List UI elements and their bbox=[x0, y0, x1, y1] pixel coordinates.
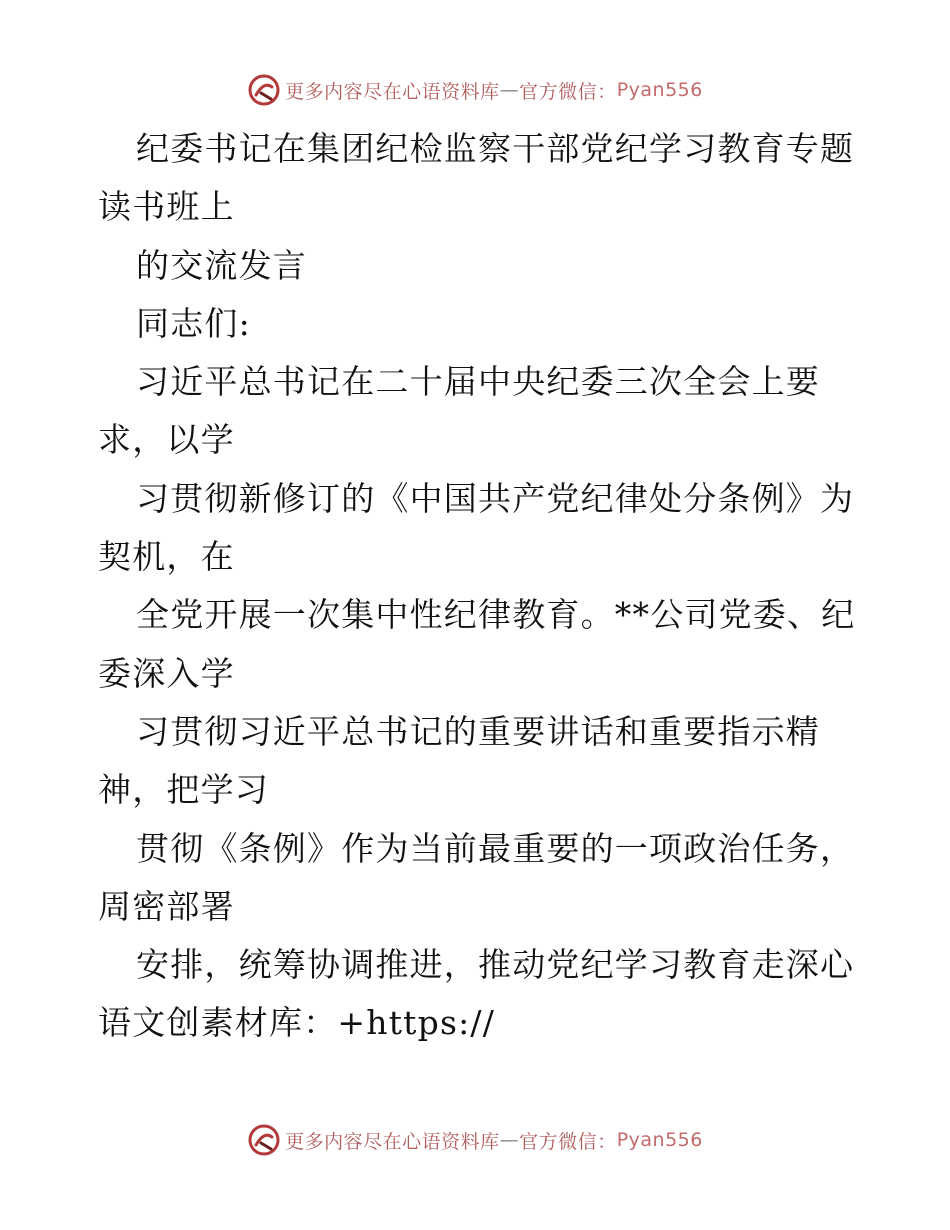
doc-paragraph-line: 契机，在 bbox=[98, 537, 235, 577]
watermark-separator: — bbox=[499, 1129, 520, 1151]
doc-paragraph-line: 习贯彻习近平总书记的重要讲话和重要指示精 bbox=[136, 711, 820, 751]
doc-paragraph-line: 语文创素材库：+https:// bbox=[98, 1003, 496, 1043]
header-watermark bbox=[0, 70, 950, 110]
stamp-logo-icon bbox=[247, 1123, 281, 1157]
stamp-logo-icon bbox=[247, 73, 281, 107]
watermark-channel-label: 官方微信： bbox=[519, 1130, 617, 1153]
watermark-brand: 更多内容尽在心语资料库 bbox=[285, 80, 500, 103]
doc-paragraph-line: 全党开展一次集中性纪律教育。**公司党委、纪 bbox=[136, 595, 856, 635]
watermark-channel-id: Pyan556 bbox=[616, 1129, 703, 1151]
doc-paragraph-line: 周密部署 bbox=[98, 886, 235, 926]
doc-paragraph-line: 习贯彻新修订的《中国共产党纪律处分条例》为 bbox=[136, 478, 855, 518]
doc-title-line-1: 纪委书记在集团纪检监察干部党纪学习教育专题 bbox=[136, 129, 855, 168]
watermark-brand: 更多内容尽在心语资料库 bbox=[285, 1130, 500, 1153]
doc-paragraph-line: 习近平总书记在二十届中央纪委三次全会上要 bbox=[136, 362, 820, 402]
doc-paragraph-line: 神，把学习 bbox=[98, 770, 269, 810]
doc-title-line-3: 的交流发言 bbox=[136, 245, 307, 285]
doc-paragraph-line: 委深入学 bbox=[98, 653, 235, 693]
watermark-channel-id: Pyan556 bbox=[616, 79, 703, 101]
footer-watermark bbox=[0, 1120, 950, 1160]
watermark-separator: — bbox=[499, 79, 520, 101]
doc-paragraph-line: 贯彻《条例》作为当前最重要的一项政治任务， bbox=[136, 828, 855, 868]
doc-title-line-2: 读书班上 bbox=[98, 187, 235, 227]
watermark-channel-label: 官方微信： bbox=[519, 80, 617, 103]
doc-paragraph-line: 安排，统筹协调推进，推动党纪学习教育走深心 bbox=[136, 945, 855, 985]
doc-salutation: 同志们: bbox=[136, 303, 251, 343]
doc-paragraph-line: 求，以学 bbox=[98, 420, 235, 460]
document-body bbox=[98, 120, 858, 1053]
